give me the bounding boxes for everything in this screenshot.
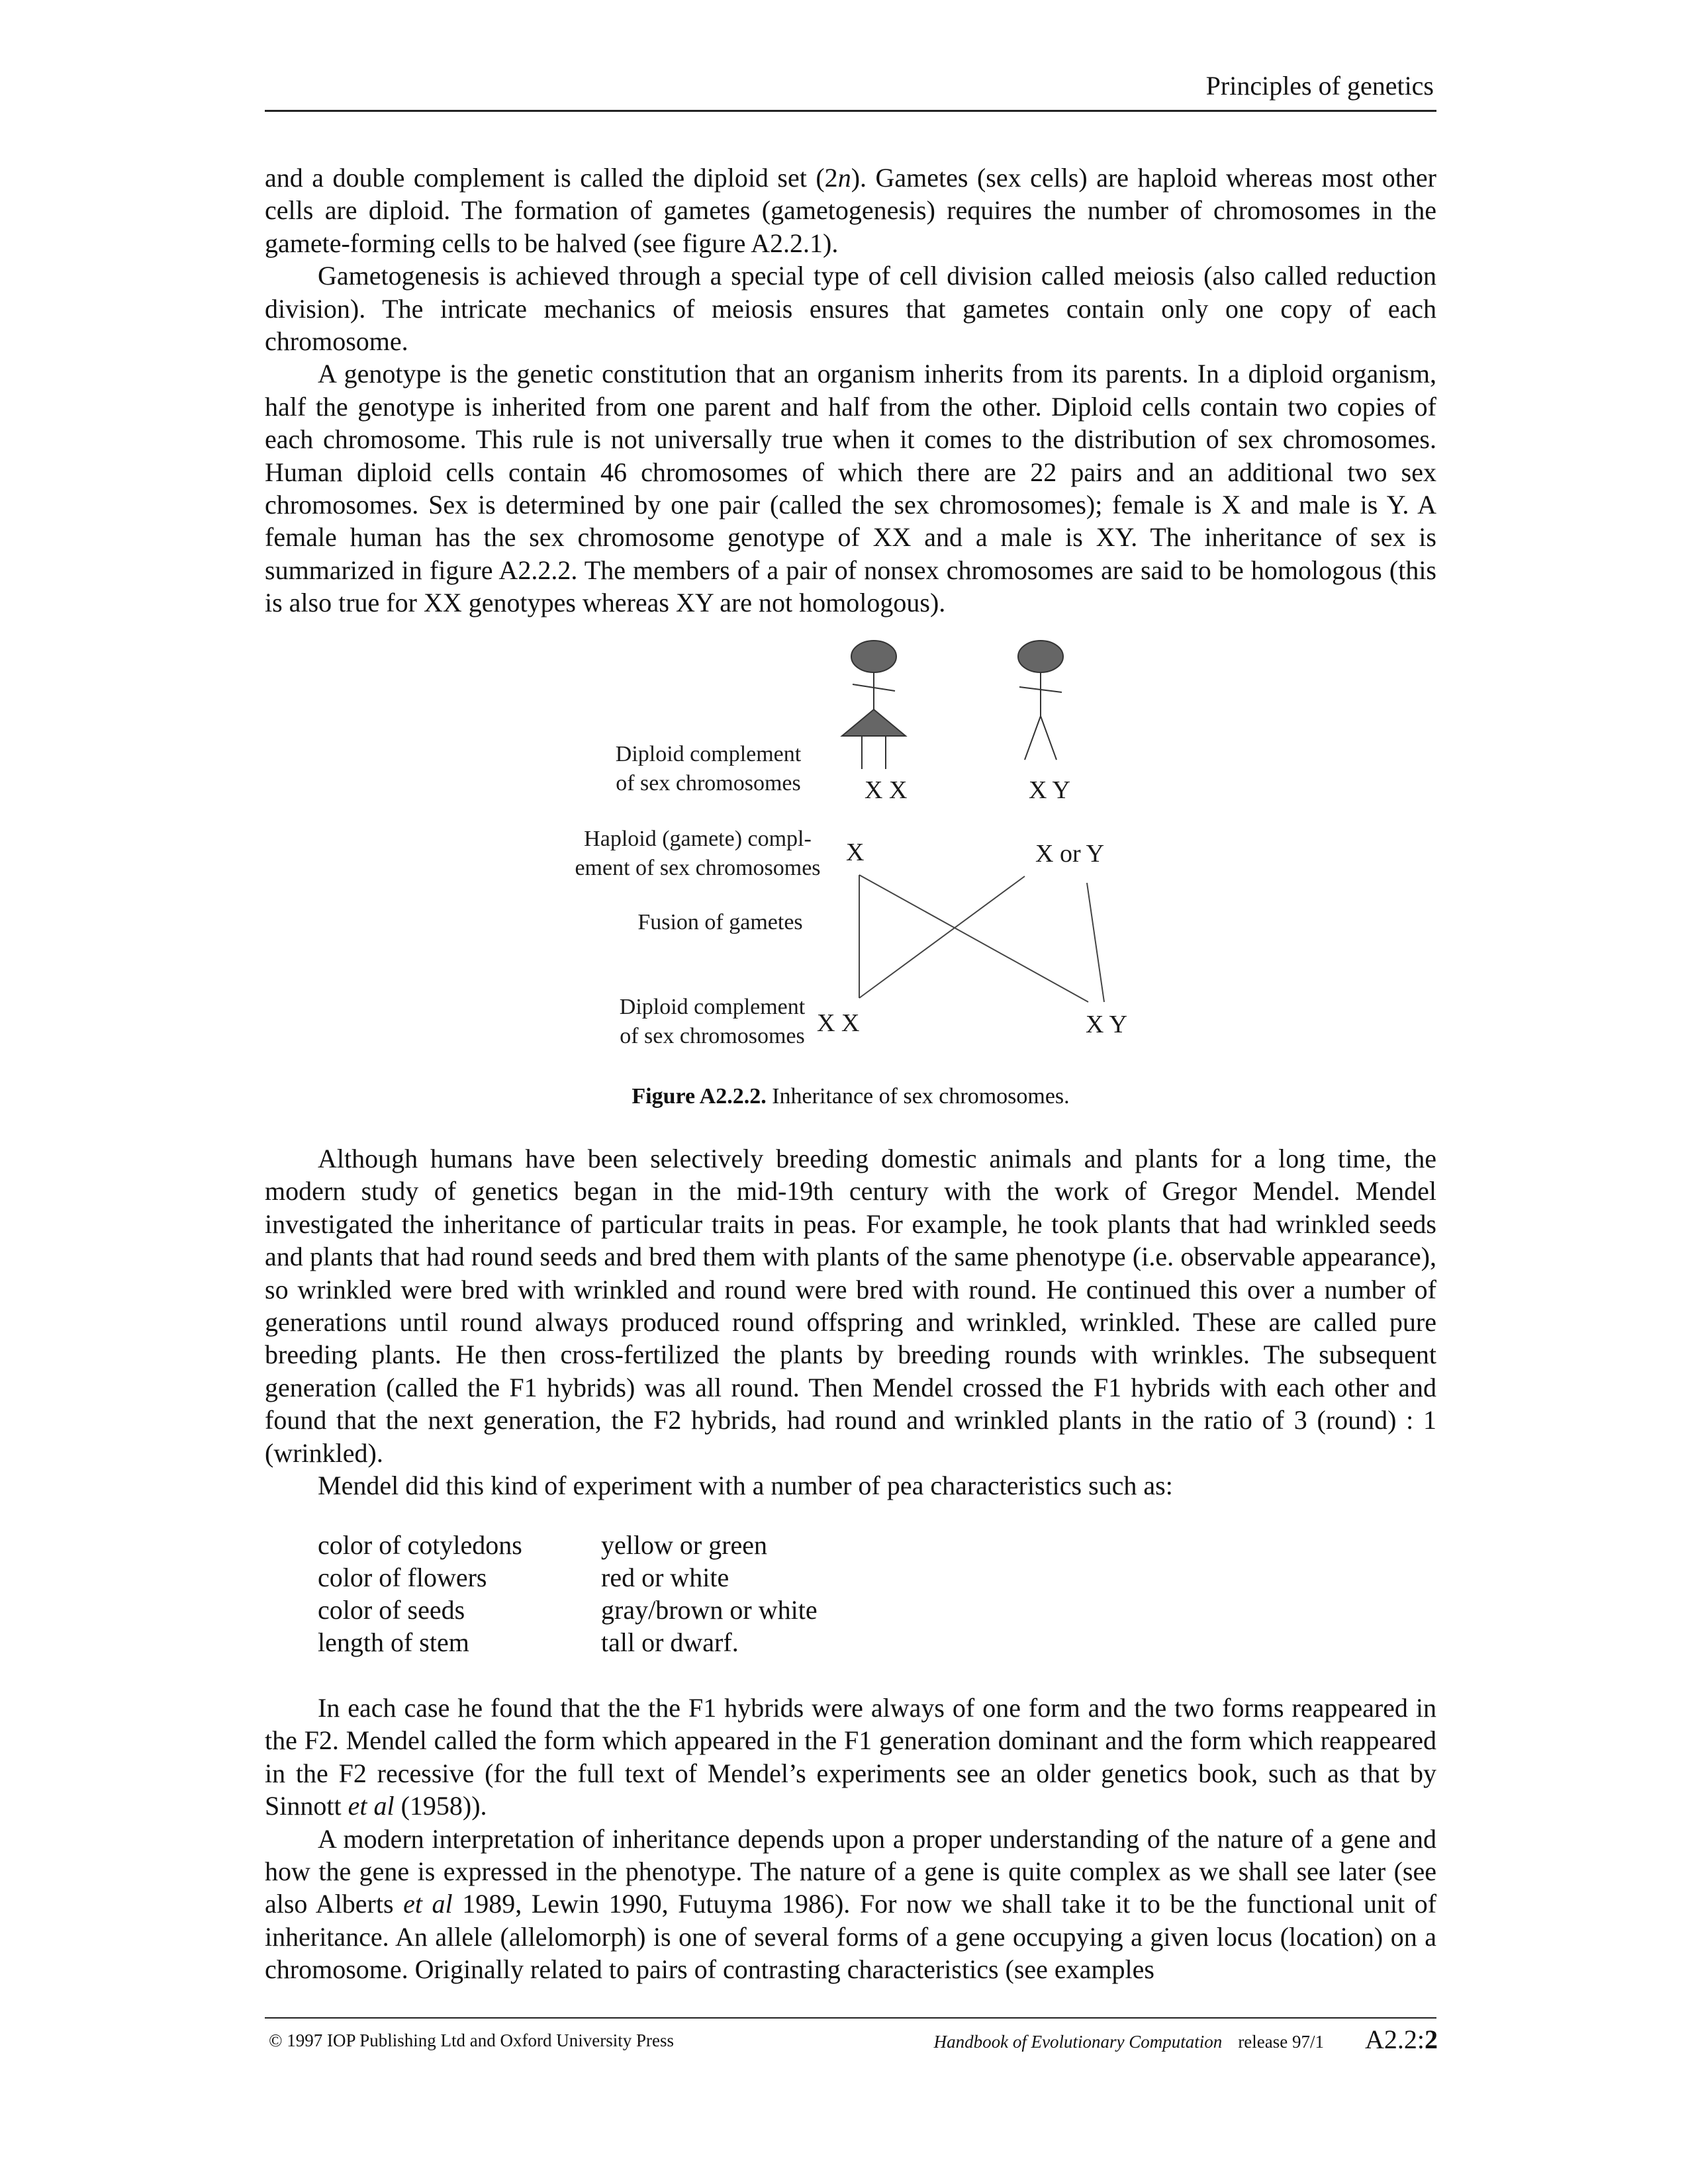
footer-publication	[934, 2032, 1324, 2052]
gamete-fusion-lines	[859, 875, 1104, 1002]
header-title: Principles of genetics	[1205, 71, 1434, 101]
page-number: A2.2:2	[1365, 2025, 1438, 2054]
page-footer	[265, 2017, 1438, 2054]
paragraph-7: A modern interpretation of inheritance depends upon a proper understanding of the nature of a gene and how the gene is expressed in the phenotype. The nature of a gene is quite complex as we shall see later (see also Alberts et al 1989, Lewin 1990, Futuyma 1986). For now we shall take it to be the functional unit of inheritance. An allele (allelomorph) is one of several forms of a gene occupying a given locus (location) on a chromosome. Originally related to pairs of contrasting characteristics (see examples	[265, 1823, 1437, 1985]
trait-row: color of cotyledons yellow or green	[318, 1530, 768, 1560]
paragraph-6: In each case he found that the the F1 hybrids were always of one form and the two forms reappeared in the F2. Mendel called the form which appeared in the F1 generation dominant and the form which reappeared in the F2 recessive (for the full text of Mendel’s experiments see an older genetics book, such as that by Sinnott et al (1958)).	[265, 1693, 1436, 1821]
paragraph-3: A genotype is the genetic constitution that an organism inherits from its parents. In a diploid organism, half the genotype is inherited from one parent and half from the other. Diploid cells contain two copies of each chromosome. This rule is not universally true when it comes to the distribution of sex chromosomes. Human diploid cells contain 46 chromosomes of which there are 22 pairs and an additional two sex chromosomes. Sex is determined by one pair (called the sex chromosomes); female is X and male is Y. A female human has the sex chromosome genotype of XX and a male is XY. The inheritance of sex is summarized in figure A2.2.2. The members of a pair of nonsex chromosomes are said to be homologous (this is also true for XX genotypes whereas XY are not homologous).	[265, 359, 1436, 618]
middle-text-block	[265, 1142, 1436, 1502]
figure-caption: Figure A2.2.2. Inheritance of sex chromosomes.	[632, 1084, 1070, 1109]
paragraph-2: Gametogenesis is achieved through a special type of cell division called meiosis (also called reduction division). The intricate mechanics of meiosis ensures that gametes contain only one copy of each chromosome.	[265, 261, 1436, 357]
label-fusion: Fusion of gametes	[637, 910, 803, 934]
male-gamete-x-or-y: X or Y	[1035, 840, 1105, 868]
paragraph-5: Mendel did this kind of experiment with a number of pea characteristics such as:	[318, 1471, 1173, 1501]
release-label: release 97/1	[1238, 2032, 1324, 2052]
trait-row: color of flowers red or white	[318, 1563, 729, 1592]
bottom-text-block	[265, 1692, 1436, 1986]
offspring-xx: X X	[817, 1009, 860, 1037]
paragraph-1: and a double complement is called the diploid set (2n). Gametes (sex cells) are haploid whereas most other cells are diploid. The formation of gametes (gametogenesis) requires the number of chromosomes in the gamete-forming cells to be halved (see figure A2.2.1).	[265, 163, 1436, 258]
label-diploid-bottom: Diploid complement of sex chromosomes	[619, 995, 806, 1048]
handbook-title: Handbook of Evolutionary Computation	[933, 2032, 1223, 2052]
female-diploid-xx: X X	[865, 776, 908, 804]
copyright-notice: © 1997 IOP Publishing Ltd and Oxford University Press	[269, 2030, 674, 2050]
label-diploid-top: Diploid complement of sex chromosomes	[615, 742, 802, 796]
top-text-block	[265, 161, 1436, 619]
female-figure-icon	[842, 641, 906, 769]
trait-row: length of stem tall or dwarf.	[318, 1627, 739, 1657]
female-gamete-x: X	[846, 839, 865, 866]
figure-sex-inheritance	[543, 637, 1178, 1126]
male-figure-icon	[1018, 641, 1063, 760]
pea-traits-table	[318, 1529, 818, 1659]
trait-row: color of seeds gray/brown or white	[318, 1595, 818, 1625]
label-haploid: Haploid (gamete) compl- ement of sex chromosomes	[575, 827, 821, 880]
paragraph-4: Although humans have been selectively breeding domestic animals and plants for a long time, the modern study of genetics began in the mid-19th century with the work of Gregor Mendel. Mendel investigated the inheritance of particular traits in peas. For example, he took plants that had wrinkled seeds and plants that had round seeds and bred them with plants of the same phenotype (i.e. observable appearance), so wrinkled were bred with wrinkled and round were bred with round. He continued this over a number of generations until round always produced round offspring and wrinkled, wrinkled. These are called pure breeding plants. He then cross-fertilized the plants by breeding rounds with wrinkles. The subsequent generation (called the F1 hybrids) was all round. Then Mendel crossed the F1 hybrids with each other and found that the next generation, the F2 hybrids, had round and wrinkled plants in the ratio of 3 (round) : 1 (wrinkled).	[265, 1144, 1436, 1468]
male-diploid-xy: X Y	[1029, 776, 1070, 804]
offspring-xy: X Y	[1086, 1011, 1127, 1038]
running-header	[265, 66, 1436, 112]
